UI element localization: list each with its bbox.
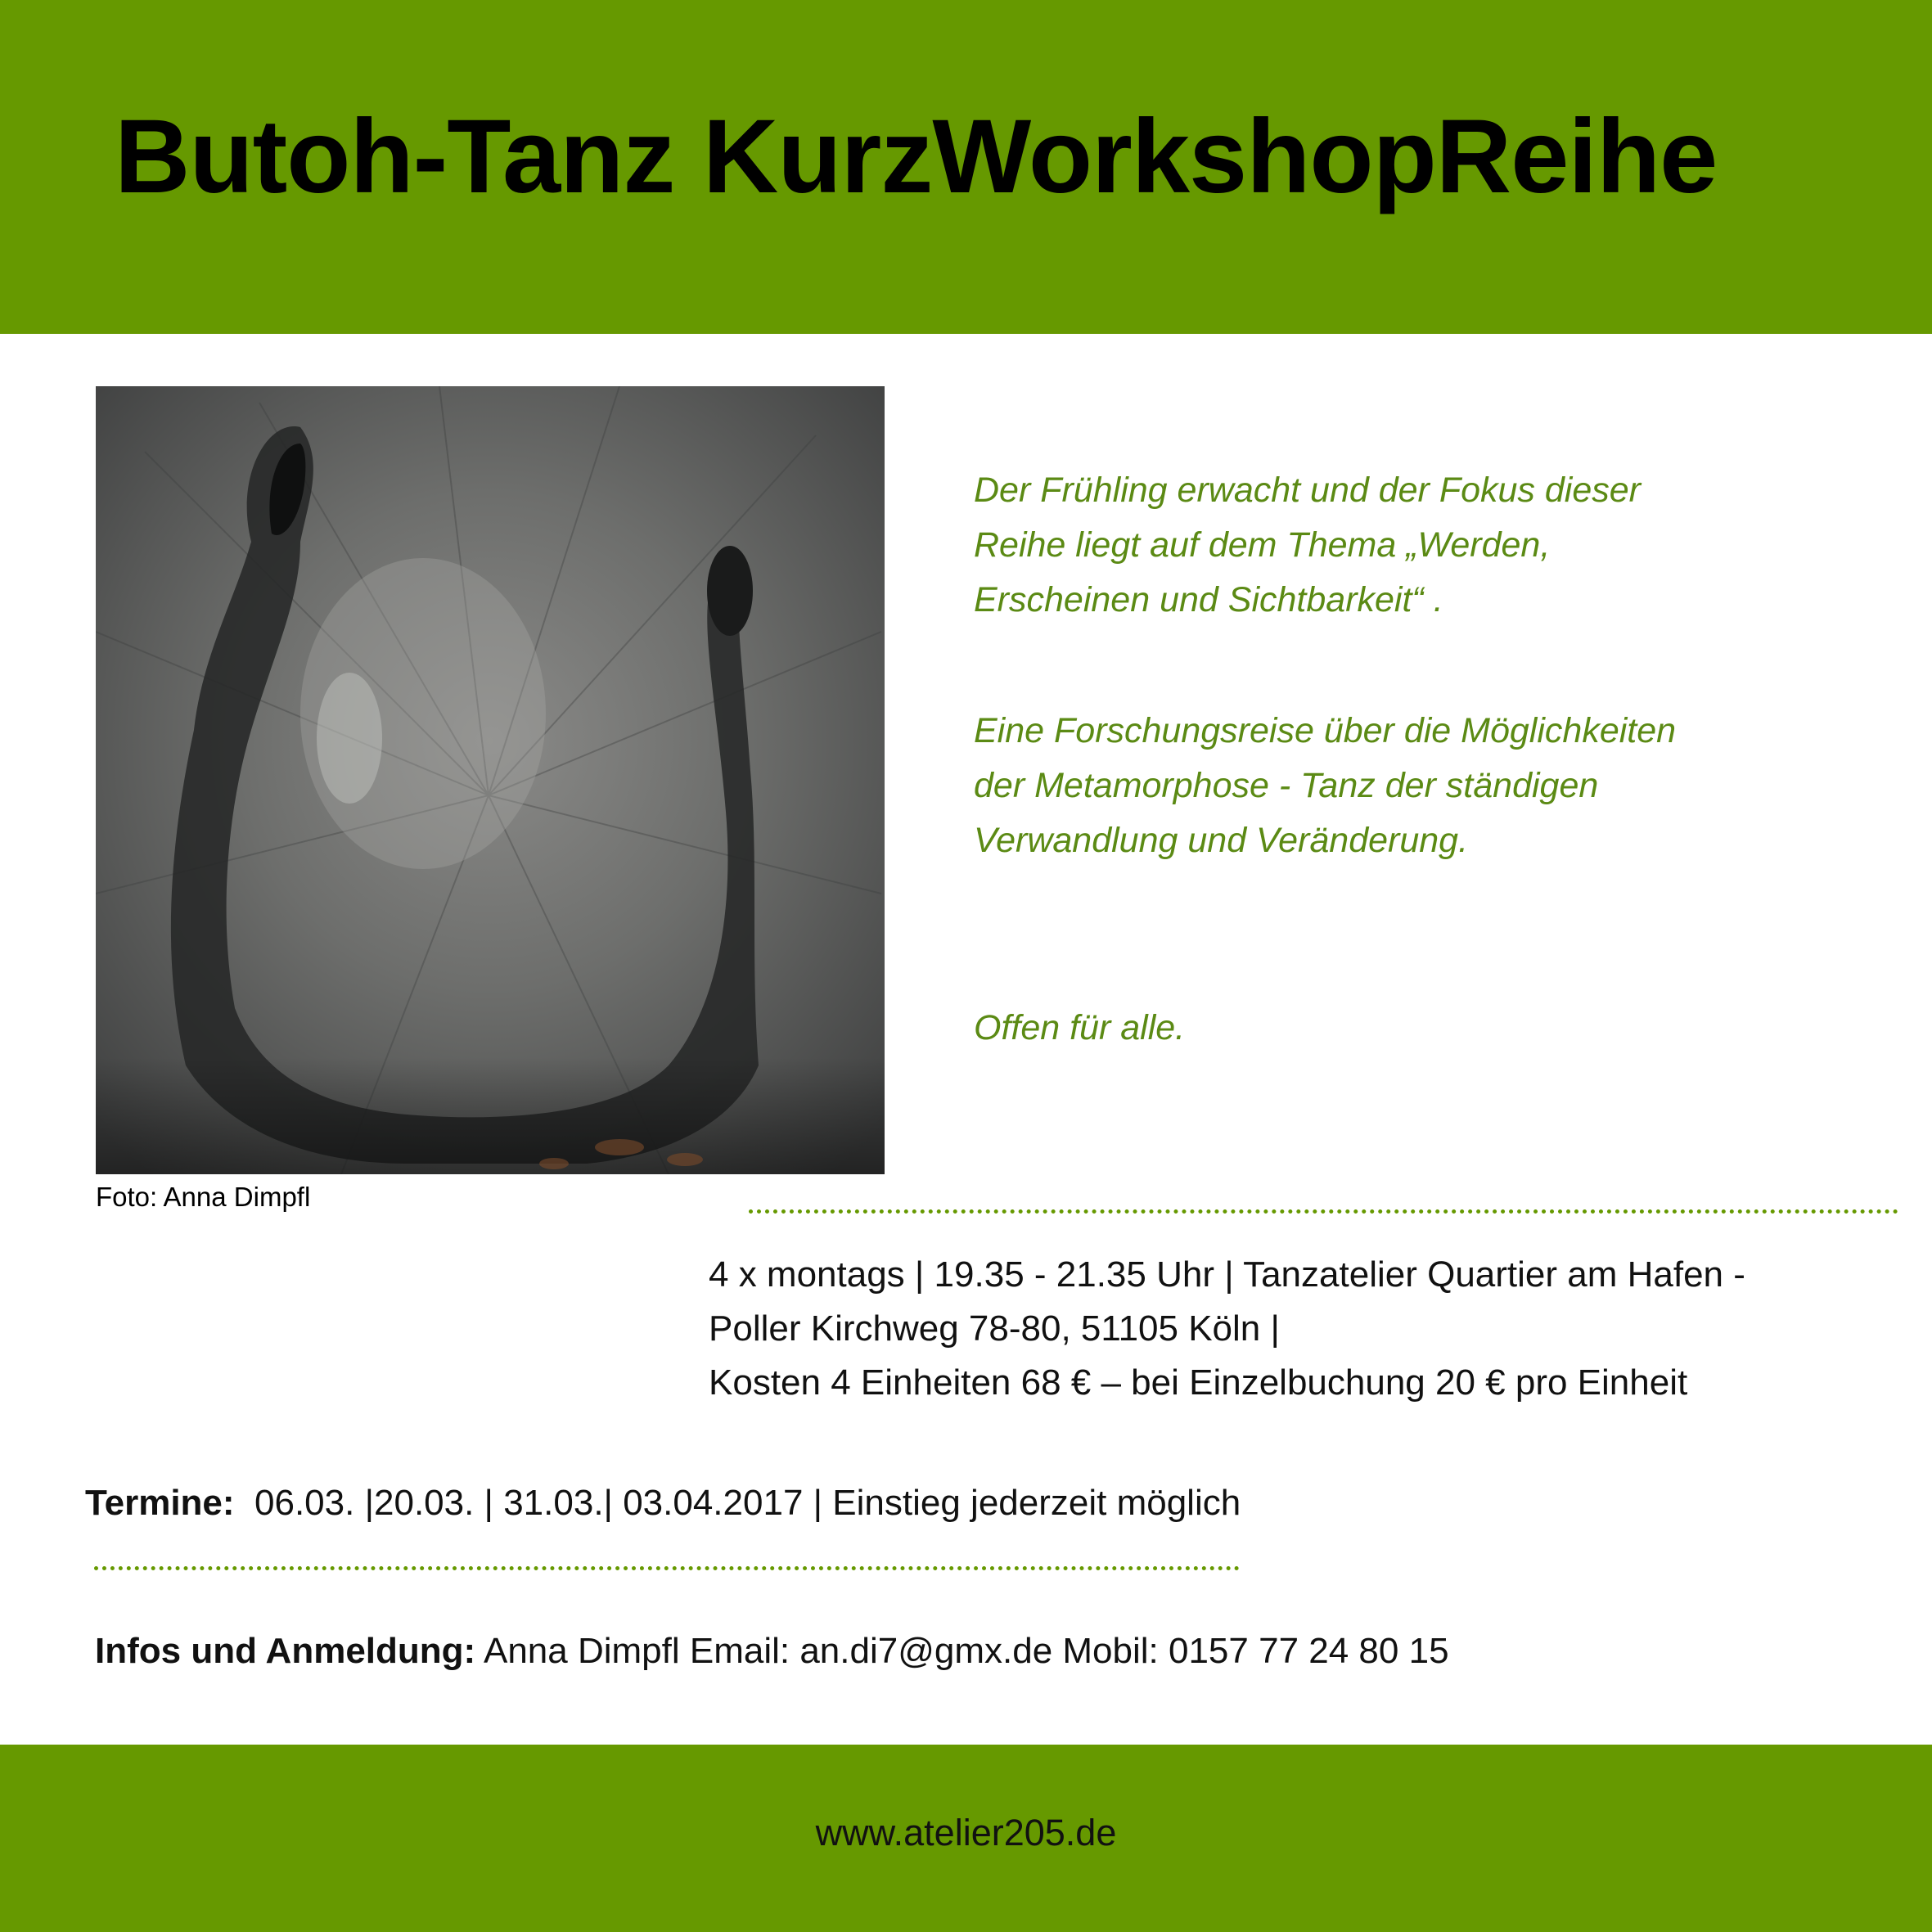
contact-label: Infos und Anmeldung: [95,1631,476,1671]
dates-label: Termine: [85,1483,235,1523]
wood-photo [96,386,885,1174]
dates-value: 06.03. |20.03. | 31.03.| 03.04.2017 | Einstieg jederzeit möglich [254,1483,1241,1523]
details-line: 4 x montags | 19.35 - 21.35 Uhr | Tanzatelier Quartier am Hafen - [709,1254,1745,1295]
event-details [709,1248,1745,1410]
dotted-divider [749,1209,1898,1214]
open-for-all: Offen für alle. [974,1008,1186,1047]
dotted-divider [94,1566,1240,1570]
journey-line: Eine Forschungsreise über die Möglichkeiten [974,711,1677,750]
details-line: Poller Kirchweg 78-80, 51105 Köln | [709,1308,1280,1349]
dates-line [85,1483,1241,1524]
journey-line: Verwandlung und Veränderung. [974,821,1469,860]
intro-line: Erscheinen und Sichtbarkeit“ . [974,580,1443,619]
details-line: Kosten 4 Einheiten 68 € – bei Einzelbuchung 20 € pro Einheit [709,1362,1688,1403]
website-link[interactable]: www.atelier205.de [815,1812,1117,1853]
page-title: Butoh-Tanz KurzWorkshopReihe [115,98,1718,215]
contact-line [95,1631,1449,1672]
journey-text [974,704,1890,868]
photo-credit: Foto: Anna Dimpfl [96,1182,311,1212]
contact-value: Anna Dimpfl Email: an.di7@gmx.de Mobil: 0157 77 24 80 15 [483,1631,1449,1671]
journey-line: der Metamorphose - Tanz der ständigen [974,766,1599,805]
intro-line: Der Frühling erwacht und der Fokus dieser [974,471,1641,510]
intro-line: Reihe liegt auf dem Thema „Werden, [974,525,1551,565]
intro-text [974,463,1890,628]
